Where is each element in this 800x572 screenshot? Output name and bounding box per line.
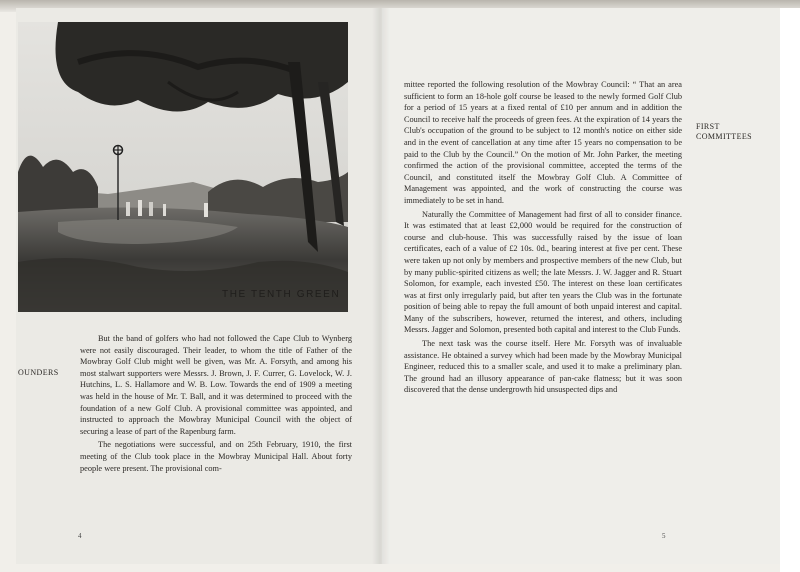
paragraph: The negotiations were successful, and on 25th February, 1910, the first meeting of the Club took place in the Mowbray Municipal Hall. About forty people were present. The provisional com- [80,440,352,473]
right-margin-blank [780,8,800,572]
right-body-text [404,79,682,396]
page-number-left: 4 [78,532,82,540]
golf-course-photo [18,22,348,312]
photo-caption: THE TENTH GREEN [222,289,341,300]
paragraph: The next task was the course itself. Here Mr. Forsyth was of invaluable assistance. He obtained a survey which had been made by the Mowbray Municipal Engineer, reduced this to a smaller scale, and used it to make a preliminary plan. The ground had an illusory appearance of pan-cake flatness; but it was soon discovered that the dense undergrowth hid unsuspected dips and [404,339,682,395]
page-number-right: 5 [662,532,666,540]
margin-label-founders: OUNDERS [18,368,59,377]
margin-label-first-committees: FIRST COMMITTEES [696,122,752,141]
paragraph: But the band of golfers who had not followed the Cape Club to Wynberg were not easily discouraged. Their leader, to whom the title of Father of the Mowbray Golf Club might well be given, was Mr. A. Forsyth, and among his most stalwart supporters were Messrs. J. Brown, J. F. Currer, G. Lovelock, W. J. Hutchins, L. S. Hallamore and W. B. Low. Towards the end of 1909 a meeting was held in the house of Mr. T. Ball, and it was determined to proceed with the foundation of a new Golf Club. A provisional committee was appointed, and instructed to approach the Mowbray Municipal Council with the object of securing a lease of part of the Rapenburg farm. [80,334,352,436]
left-body-text [80,333,352,474]
paragraph: Naturally the Committee of Management had first of all to consider finance. It was estimated that at least £2,000 would be required for the construction of course and club-house. This was successfully raised by the issue of loan certificates, each of a value of £2 10s. 0d., bearing interest at five per cent. These were taken up not only by members and prospective members of the new Club, but by many public-spirited citizens as well; the late Messrs. J. W. Jagger and R. Stuart Solomon, for example, each invested £50. The interest on these loan certificates was at first only irregularly paid, but after ten years the Club was in the fortunate position of being able to repay the full amount of both unpaid interest and capital. Many of the subscribers, however, returned the interest, and others, including Messrs. Jagger and Solomon, presented both capital and interest to the Club Funds. [404,209,682,335]
book-gutter [372,8,390,564]
paragraph: mittee reported the following resolution of the Mowbray Council: “ That an area sufficient to form an 18-hole golf course be leased to the newly formed Golf Club for a period of 15 years at a fixed rental of £10 per annum and in addition the Council to receive half the proceeds of green fees. At the expiration of 14 years the Club's occupation of the ground to be subject to 12 month's notice on either side and in the event of cancellation at any time after 15 years no compensation to be paid to the Club by the Council.” On the motion of Mr. John Parker, the meeting confirmed the action of the provisional committee, accepted the terms of the Council, and constituted itself the Mowbray Golf Club. A Committee of Management was appointed, and the work of constructing the course was immediately to be set in hand. [404,80,682,205]
